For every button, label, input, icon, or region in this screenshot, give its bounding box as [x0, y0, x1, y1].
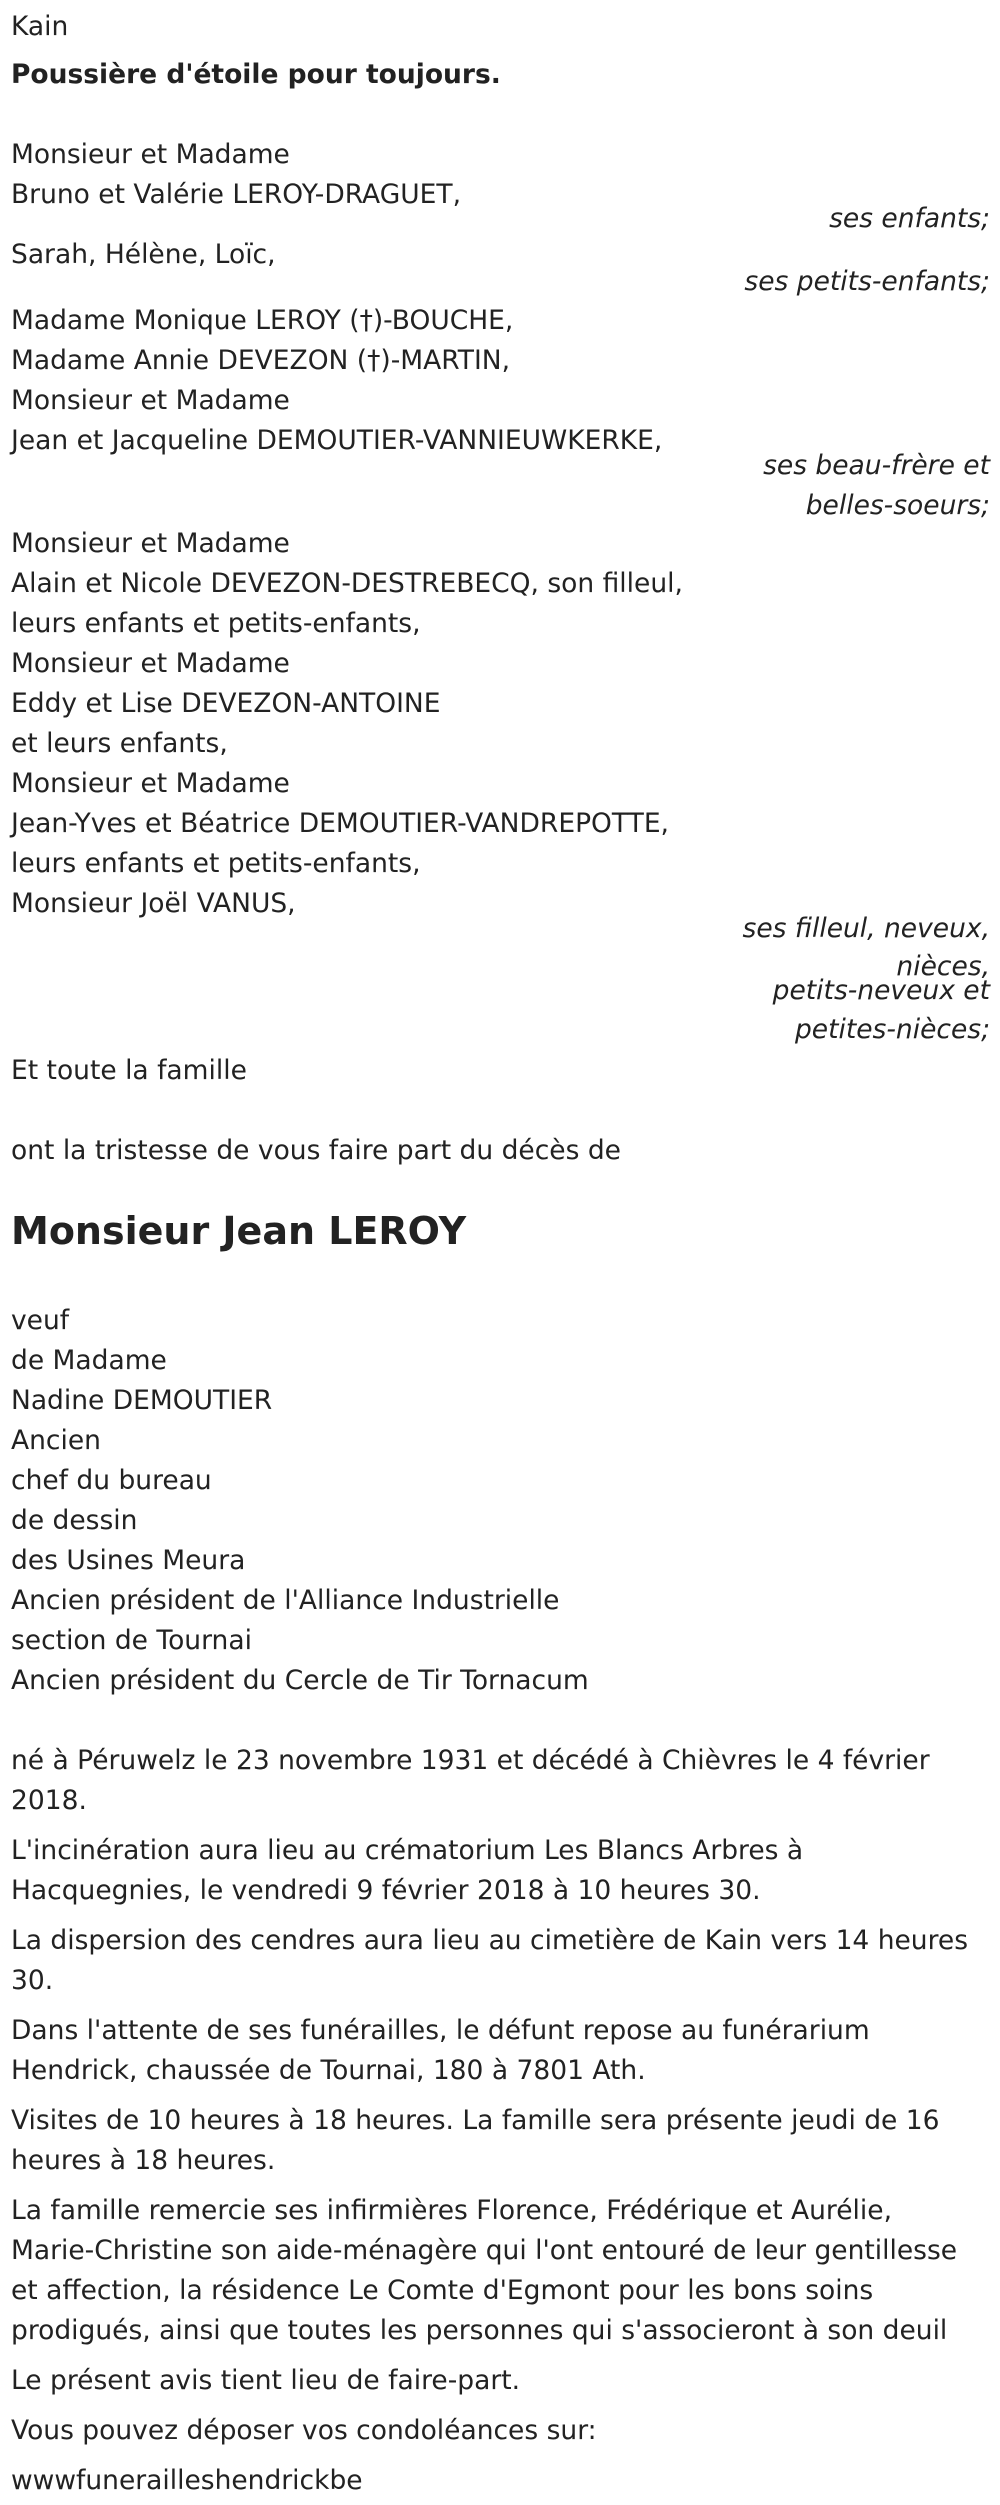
visits-line: heures à 18 heures. [11, 2145, 276, 2176]
funeral-home-line: Dans l'attente de ses funérailles, le défunt repose au funérarium [11, 2015, 870, 2046]
relative-line: leurs enfants et petits-enfants, [11, 608, 421, 639]
relative-line: Eddy et Lise DEVEZON-ANTOINE [11, 688, 441, 719]
bio-line: veuf [11, 1305, 70, 1336]
inlaws-relation: belles-soeurs; [805, 490, 990, 521]
birth-death-line: 2018. [11, 1785, 87, 1816]
relative-line: Alain et Nicole DEVEZON-DESTREBECQ, son filleul, [11, 568, 683, 599]
relative-line: Monsieur Joël VANUS, [11, 888, 296, 919]
relative-line: Monsieur et Madame [11, 768, 290, 799]
notice-line: Le présent avis tient lieu de faire-part. [11, 2365, 521, 2396]
relatives-relation: nièces, [896, 951, 990, 982]
relative-line: Monsieur et Madame [11, 648, 290, 679]
website-link[interactable]: wwwfunerailleshendrickbe [11, 2465, 363, 2496]
bio-line: des Usines Meura [11, 1545, 246, 1576]
relative-line: leurs enfants et petits-enfants, [11, 848, 421, 879]
relatives-relation: ses filleul, neveux, [742, 913, 990, 944]
inlaw-line: Monsieur et Madame [11, 385, 290, 416]
bio-line: de dessin [11, 1505, 138, 1536]
funeral-home-line: Hendrick, chaussée de Tournai, 180 à 7801 Ath. [11, 2055, 646, 2086]
relatives-relation: petites-nièces; [794, 1014, 990, 1045]
inlaw-line: Madame Monique LEROY (†)-BOUCHE, [11, 305, 514, 336]
family-text: Et toute la famille [11, 1055, 247, 1086]
relative-line: Jean-Yves et Béatrice DEMOUTIER-VANDREPOTTE, [11, 808, 669, 839]
relatives-relation: petits-neveux et [772, 975, 990, 1006]
bio-line: Ancien président de l'Alliance Industrielle [11, 1585, 560, 1616]
dispersion-line: 30. [11, 1965, 54, 1996]
announcement-text: ont la tristesse de vous faire part du décès de [11, 1135, 621, 1166]
inlaw-line: Madame Annie DEVEZON (†)-MARTIN, [11, 345, 511, 376]
cremation-line: Hacquegnies, le vendredi 9 février 2018 à 10 heures 30. [11, 1875, 761, 1906]
bio-line: section de Tournai [11, 1625, 252, 1656]
condolences-line: Vous pouvez déposer vos condoléances sur: [11, 2415, 597, 2446]
thanks-line: et affection, la résidence Le Comte d'Egmont pour les bons soins [11, 2275, 874, 2306]
bio-line: Nadine DEMOUTIER [11, 1385, 273, 1416]
location-text: Kain [11, 11, 69, 42]
thanks-line: La famille remercie ses infirmières Florence, Frédérique et Aurélie, [11, 2195, 892, 2226]
birth-death-line: né à Péruwelz le 23 novembre 1931 et décédé à Chièvres le 4 février [11, 1745, 930, 1776]
grandchildren-relation: ses petits-enfants; [744, 266, 990, 297]
inlaw-line: Jean et Jacqueline DEMOUTIER-VANNIEUWKERKE, [11, 425, 663, 456]
thanks-line: prodigués, ainsi que toutes les personnes qui s'associeront à son deuil [11, 2315, 948, 2346]
bio-line: Ancien président du Cercle de Tir Tornacum [11, 1665, 589, 1696]
thanks-line: Marie-Christine son aide-ménagère qui l'ont entouré de leur gentillesse [11, 2235, 958, 2266]
bio-line: Ancien [11, 1425, 101, 1456]
inlaws-relation: ses beau-frère et [763, 450, 990, 481]
children-line: Bruno et Valérie LEROY-DRAGUET, [11, 179, 462, 210]
grandchildren-line: Sarah, Hélène, Loïc, [11, 239, 276, 270]
motto-text: Poussière d'étoile pour toujours. [11, 59, 501, 90]
visits-line: Visites de 10 heures à 18 heures. La famille sera présente jeudi de 16 [11, 2105, 940, 2136]
bio-line: de Madame [11, 1345, 167, 1376]
relative-line: et leurs enfants, [11, 728, 228, 759]
cremation-line: L'incinération aura lieu au crématorium Les Blancs Arbres à [11, 1835, 804, 1866]
deceased-name: Monsieur Jean LEROY [11, 1209, 467, 1253]
dispersion-line: La dispersion des cendres aura lieu au cimetière de Kain vers 14 heures [11, 1925, 969, 1956]
children-line: Monsieur et Madame [11, 139, 290, 170]
relative-line: Monsieur et Madame [11, 528, 290, 559]
bio-line: chef du bureau [11, 1465, 212, 1496]
children-relation: ses enfants; [829, 203, 990, 234]
